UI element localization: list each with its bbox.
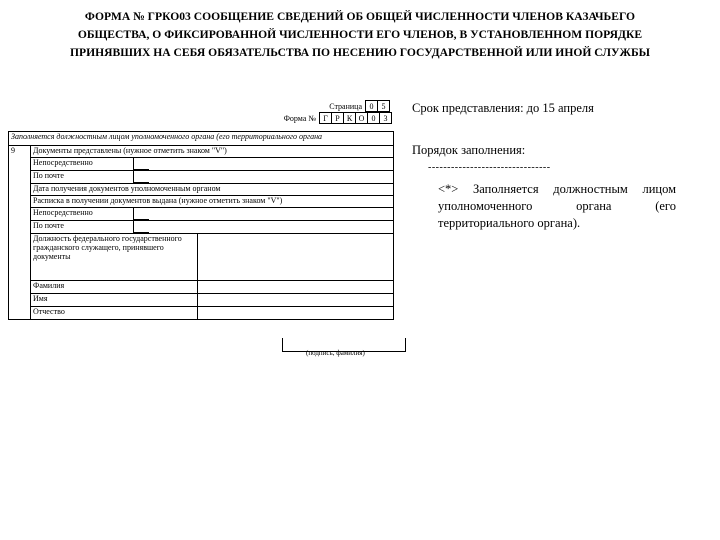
in-person-label-2: Непосредственно xyxy=(33,208,93,217)
form-label: Форма № xyxy=(283,113,316,123)
in-person-checkbox-2[interactable] xyxy=(133,208,149,220)
by-mail-checkbox[interactable] xyxy=(133,171,149,183)
row-number: 9 xyxy=(9,146,31,320)
form-cell: Р xyxy=(331,112,344,124)
footnote-divider: -------------------------------- xyxy=(428,162,551,173)
page-label: Страница xyxy=(329,101,362,111)
form-number-block xyxy=(262,100,392,124)
title-line-1: ФОРМА № ГРКО03 СООБЩЕНИЕ СВЕДЕНИЙ ОБ ОБЩЕЙ ЧИСЛЕННОСТИ ЧЛЕНОВ КАЗАЧЬЕГО xyxy=(84,10,636,23)
signature-caption: (подпись, фамилия) xyxy=(306,349,365,357)
form-number-row xyxy=(262,112,392,124)
patronymic-label: Отчество xyxy=(31,307,198,319)
by-mail-label-2: По почте xyxy=(33,221,64,230)
page-cell: 5 xyxy=(377,100,390,112)
patronymic-field[interactable] xyxy=(198,307,393,319)
first-name-label: Имя xyxy=(31,294,198,306)
receipt-date-label: Дата получения документов уполномоченным органом xyxy=(31,184,394,196)
deadline-text: Срок представления: до 15 апреля xyxy=(412,101,594,115)
in-person-label: Непосредственно xyxy=(33,158,93,167)
in-person-checkbox[interactable] xyxy=(133,158,149,170)
surname-row xyxy=(31,281,394,294)
in-person-row-2 xyxy=(31,208,394,221)
form-cell: Г xyxy=(319,112,332,124)
procedure-label: Порядок заполнения: xyxy=(412,143,526,157)
official-position-row xyxy=(31,234,394,281)
documents-submitted-label: Документы представлены (нужное отметить знаком "V") xyxy=(31,146,394,158)
official-position-label: Должность федерального государственного гражданского служащего, принявшего документы xyxy=(31,234,198,280)
by-mail-row-2 xyxy=(31,221,394,234)
by-mail-label: По почте xyxy=(33,171,64,180)
page-number-row xyxy=(321,100,392,112)
title-line-2: ОБЩЕСТВА, О ФИКСИРОВАННОЙ ЧИСЛЕННОСТИ ЕГО ЧЛЕНОВ, В УСТАНОВЛЕННОМ ПОРЯДКЕ xyxy=(77,28,643,41)
in-person-row xyxy=(31,158,394,171)
by-mail-row xyxy=(31,171,394,184)
form-cell: 3 xyxy=(379,112,392,124)
page-cell: 0 xyxy=(365,100,378,112)
title-line-3: ПРИНЯВШИХ НА СЕБЯ ОБЯЗАТЕЛЬСТВА ПО НЕСЕНИЮ ГОСУДАРСТВЕННОЙ ИЛИ ИНОЙ СЛУЖБЫ xyxy=(69,46,651,59)
receipt-issued-label: Расписка в получении документов выдана (нужное отметить знаком "V") xyxy=(31,196,394,208)
by-mail-checkbox-2[interactable] xyxy=(133,221,149,233)
official-position-field[interactable] xyxy=(198,234,393,280)
form-cell: О xyxy=(355,112,368,124)
table-header: Заполняется должностным лицом уполномоченного органа (его территориального органа xyxy=(9,132,394,146)
page-title xyxy=(6,8,714,62)
form-cell: К xyxy=(343,112,356,124)
first-name-field[interactable] xyxy=(198,294,393,306)
patronymic-row xyxy=(31,307,394,320)
first-name-row xyxy=(31,294,394,307)
surname-field[interactable] xyxy=(198,281,393,293)
surname-label: Фамилия xyxy=(31,281,198,293)
official-use-table xyxy=(8,131,394,320)
footnote-text: <*> Заполняется должностным лицом уполномоченного органа (его территориального органа). xyxy=(438,182,676,230)
form-cell: 0 xyxy=(367,112,380,124)
